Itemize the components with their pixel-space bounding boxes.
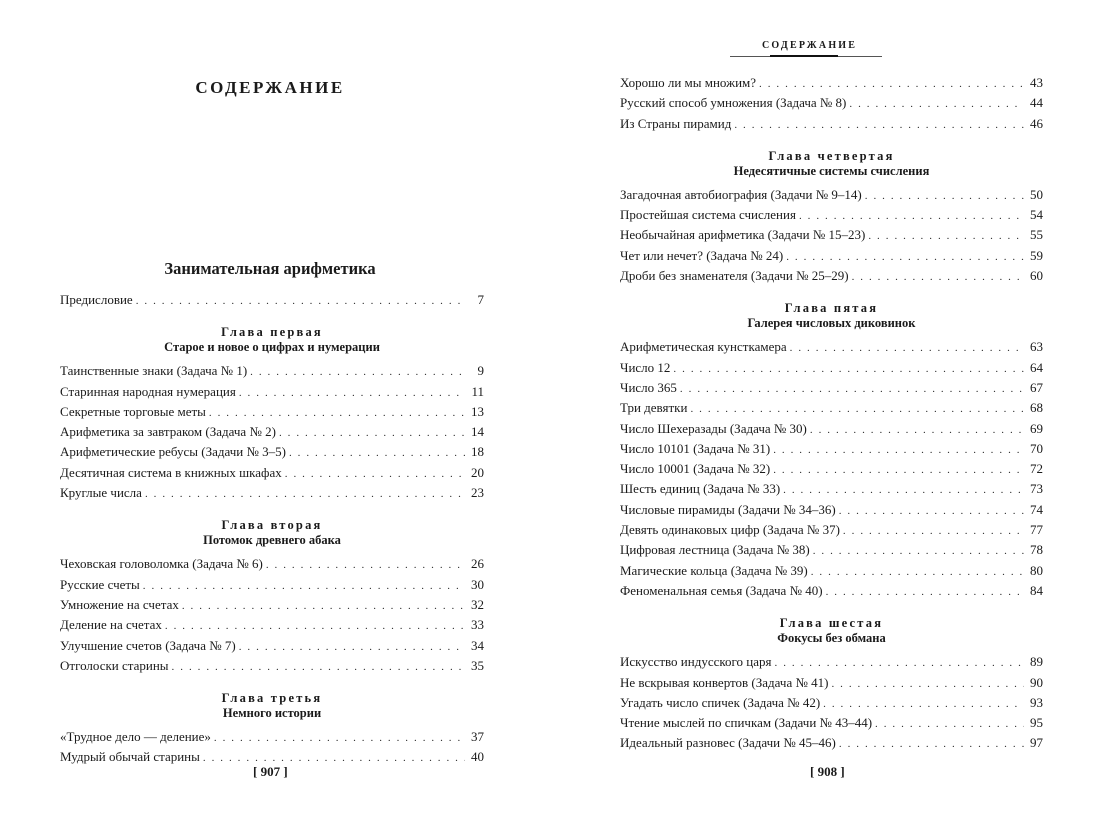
entry-title: Арифметическая кунсткамера xyxy=(620,339,787,355)
toc-entry xyxy=(620,360,1043,380)
toc-entry xyxy=(60,444,484,464)
entry-title: Дроби без знаменателя (Задачи № 25–29) xyxy=(620,268,849,284)
entry-page-number: 50 xyxy=(1030,186,1043,202)
entry-title: Арифметические ребусы (Задачи № 3–5) xyxy=(60,444,286,460)
entry-title: Улучшение счетов (Задача № 7) xyxy=(60,637,236,653)
toc-entry xyxy=(620,542,1043,562)
dot-leader xyxy=(145,488,465,500)
entry-page-number: 37 xyxy=(471,729,484,745)
toc-entry xyxy=(60,597,484,617)
dot-leader xyxy=(136,295,465,307)
header-rule xyxy=(730,56,882,57)
entry-title: Феноменальная семья (Задача № 40) xyxy=(620,582,823,598)
dot-leader xyxy=(783,484,1024,496)
entry-title: Число 10101 (Задача № 31) xyxy=(620,440,771,456)
toc-entry xyxy=(60,292,484,312)
dot-leader xyxy=(734,119,1024,131)
entry-title: Простейшая система счисления xyxy=(620,207,796,223)
entry-title: Искусство индусского царя xyxy=(620,654,772,670)
dot-leader xyxy=(826,586,1024,598)
entry-title: Чеховская головоломка (Задача № 6) xyxy=(60,556,263,572)
entry-page-number: 44 xyxy=(1030,95,1043,111)
entry-title: Старинная народная нумерация xyxy=(60,383,236,399)
dot-leader xyxy=(182,600,465,612)
entry-page-number: 60 xyxy=(1030,268,1043,284)
dot-leader xyxy=(810,424,1024,436)
toc-entry xyxy=(620,227,1043,247)
entry-page-number: 55 xyxy=(1030,227,1043,243)
toc-entry xyxy=(60,729,484,749)
entry-page-number: 80 xyxy=(1030,562,1043,578)
dot-leader xyxy=(823,698,1024,710)
chapter-heading xyxy=(620,603,1043,654)
dot-leader xyxy=(673,363,1024,375)
entry-title: «Трудное дело — деление» xyxy=(60,729,211,745)
toc-list-right xyxy=(620,75,1043,756)
toc-entry xyxy=(620,481,1043,501)
chapter-heading xyxy=(60,505,484,556)
entry-title: Девять одинаковых цифр (Задача № 37) xyxy=(620,522,840,538)
dot-leader xyxy=(852,271,1024,283)
entry-title: Умножение на счетах xyxy=(60,596,179,612)
dot-leader xyxy=(843,525,1024,537)
toc-entry xyxy=(620,248,1043,268)
dot-leader xyxy=(172,661,465,673)
entry-title: Магические кольца (Задача № 39) xyxy=(620,562,808,578)
entry-page-number: 13 xyxy=(471,403,484,419)
dot-leader xyxy=(266,559,465,571)
chapter-name: Немного истории xyxy=(222,706,322,721)
chapter-heading xyxy=(620,136,1043,187)
entry-title: Три девятки xyxy=(620,400,688,416)
entry-title: Цифровая лестница (Задача № 38) xyxy=(620,542,810,558)
entry-title: Идеальный разновес (Задачи № 45–46) xyxy=(620,735,836,751)
chapter-number: Глава вторая xyxy=(221,518,323,533)
dot-leader xyxy=(773,464,1024,476)
entry-page-number: 7 xyxy=(477,292,484,307)
dot-leader xyxy=(289,447,465,459)
entry-title: Число 365 xyxy=(620,379,677,395)
toc-entry xyxy=(60,485,484,505)
chapter-heading xyxy=(60,312,484,363)
dot-leader xyxy=(875,718,1024,730)
toc-entry xyxy=(60,617,484,637)
right-page xyxy=(550,0,1100,825)
toc-entry xyxy=(60,384,484,404)
entry-page-number: 77 xyxy=(1030,522,1043,538)
dot-leader xyxy=(775,657,1025,669)
toc-entry xyxy=(60,638,484,658)
entry-page-number: 68 xyxy=(1030,400,1043,416)
entry-page-number: 40 xyxy=(471,749,484,765)
dot-leader xyxy=(279,427,465,439)
chapter-number: Глава первая xyxy=(221,325,323,340)
toc-entry xyxy=(60,404,484,424)
entry-page-number: 84 xyxy=(1030,582,1043,598)
toc-entry xyxy=(620,695,1043,715)
dot-leader xyxy=(143,580,465,592)
entry-title: Деление на счетах xyxy=(60,617,162,633)
toc-entry xyxy=(60,465,484,485)
entry-page-number: 32 xyxy=(471,596,484,612)
entry-page-number: 95 xyxy=(1030,715,1043,731)
entry-page-number: 11 xyxy=(471,383,484,399)
entry-page-number: 93 xyxy=(1030,694,1043,710)
toc-entry xyxy=(620,461,1043,481)
toc-entry xyxy=(620,207,1043,227)
dot-leader xyxy=(839,505,1024,517)
entry-page-number: 69 xyxy=(1030,420,1043,436)
book-title: Занимательная арифметика xyxy=(164,259,376,278)
entry-page-number: 18 xyxy=(471,444,484,460)
entry-title: Круглые числа xyxy=(60,485,142,501)
entry-page-number: 89 xyxy=(1030,654,1043,670)
toc-entry xyxy=(620,400,1043,420)
chapter-number: Глава третья xyxy=(221,691,323,706)
entry-page-number: 54 xyxy=(1030,207,1043,223)
entry-title: Предисловие xyxy=(60,292,133,307)
entry-page-number: 90 xyxy=(1030,674,1043,690)
chapter-name: Недесятичные системы счисления xyxy=(733,163,930,178)
chapter-name: Потомок древнего абака xyxy=(203,533,341,548)
page-title: СОДЕРЖАНИЕ xyxy=(195,78,345,97)
page-number: [ 908 ] xyxy=(810,764,845,779)
entry-title: Хорошо ли мы множим? xyxy=(620,75,757,90)
chapter-number: Глава шестая xyxy=(779,616,884,631)
toc-entry xyxy=(620,675,1043,695)
entry-page-number: 72 xyxy=(1030,461,1043,477)
dot-leader xyxy=(680,383,1024,395)
dot-leader xyxy=(831,678,1024,690)
dot-leader xyxy=(250,366,465,378)
toc-entry xyxy=(620,95,1043,115)
toc-entry xyxy=(620,583,1043,603)
dot-leader xyxy=(239,641,465,653)
entry-page-number: 23 xyxy=(471,485,484,501)
toc-entry xyxy=(620,187,1043,207)
toc-entry xyxy=(620,421,1043,441)
toc-entry xyxy=(620,563,1043,583)
toc-entry xyxy=(620,654,1043,674)
entry-title: Загадочная автобиография (Задачи № 9–14) xyxy=(620,186,862,202)
toc-entry xyxy=(620,735,1043,755)
dot-leader xyxy=(239,387,465,399)
toc-entry xyxy=(620,522,1043,542)
entry-page-number: 63 xyxy=(1030,339,1043,355)
entry-page-number: 43 xyxy=(1030,75,1043,90)
entry-title: Число 10001 (Задача № 32) xyxy=(620,461,771,477)
toc-entry xyxy=(620,75,1043,95)
dot-leader xyxy=(799,210,1024,222)
entry-page-number: 64 xyxy=(1030,359,1043,375)
entry-page-number: 14 xyxy=(471,424,484,440)
entry-page-number: 35 xyxy=(471,657,484,673)
page-number: [ 907 ] xyxy=(253,764,288,779)
chapter-number: Глава пятая xyxy=(784,301,879,316)
entry-page-number: 59 xyxy=(1030,247,1043,263)
entry-page-number: 97 xyxy=(1030,735,1043,751)
entry-page-number: 34 xyxy=(471,637,484,653)
toc-entry xyxy=(60,363,484,383)
chapter-name: Старое и новое о цифрах и нумерации xyxy=(164,340,380,355)
entry-title: Арифметика за завтраком (Задача № 2) xyxy=(60,424,276,440)
entry-page-number: 33 xyxy=(471,617,484,633)
toc-list-left xyxy=(60,292,484,770)
entry-page-number: 78 xyxy=(1030,542,1043,558)
chapter-heading xyxy=(60,678,484,729)
entry-title: Угадать число спичек (Задача № 42) xyxy=(620,694,821,710)
dot-leader xyxy=(849,98,1024,110)
toc-entry xyxy=(60,556,484,576)
entry-title: Десятичная система в книжных шкафах xyxy=(60,464,282,480)
entry-title: Чтение мыслей по спичкам (Задачи № 43–44) xyxy=(620,715,873,731)
entry-page-number: 30 xyxy=(471,576,484,592)
toc-entry xyxy=(620,268,1043,288)
entry-title: Числовые пирамиды (Задачи № 34–36) xyxy=(620,501,836,517)
entry-title: Необычайная арифметика (Задачи № 15–23) xyxy=(620,227,866,243)
dot-leader xyxy=(790,342,1024,354)
dot-leader xyxy=(811,566,1024,578)
entry-page-number: 73 xyxy=(1030,481,1043,497)
toc-entry xyxy=(620,715,1043,735)
entry-page-number: 74 xyxy=(1030,501,1043,517)
entry-title: Шесть единиц (Задача № 33) xyxy=(620,481,781,497)
header-rule-accent xyxy=(770,55,838,57)
dot-leader xyxy=(773,444,1024,456)
toc-entry xyxy=(60,577,484,597)
dot-leader xyxy=(813,545,1024,557)
entry-page-number: 9 xyxy=(477,363,484,379)
entry-page-number: 26 xyxy=(471,556,484,572)
dot-leader xyxy=(209,407,465,419)
entry-title: Не вскрывая конвертов (Задача № 41) xyxy=(620,674,829,690)
entry-title: Русский способ умножения (Задача № 8) xyxy=(620,95,847,111)
dot-leader xyxy=(203,752,465,764)
toc-entry xyxy=(60,424,484,444)
dot-leader xyxy=(786,251,1024,263)
entry-page-number: 67 xyxy=(1030,379,1043,395)
chapter-number: Глава четвертая xyxy=(768,148,895,163)
entry-title: Мудрый обычай старины xyxy=(60,749,200,765)
toc-entry xyxy=(620,502,1043,522)
dot-leader xyxy=(165,620,465,632)
entry-page-number: 70 xyxy=(1030,440,1043,456)
chapter-name: Галерея числовых диковинок xyxy=(747,316,916,331)
running-header: СОДЕРЖАНИЕ xyxy=(762,40,858,51)
entry-title: Из Страны пирамид xyxy=(620,115,732,131)
entry-title: Отголоски старины xyxy=(60,657,169,673)
entry-title: Таинственные знаки (Задача № 1) xyxy=(60,363,248,379)
dot-leader xyxy=(759,78,1024,90)
toc-entry xyxy=(620,441,1043,461)
dot-leader xyxy=(690,403,1024,415)
entry-title: Число 12 xyxy=(620,359,671,375)
dot-leader xyxy=(868,230,1024,242)
entry-title: Чет или нечет? (Задача № 24) xyxy=(620,247,784,263)
toc-entry xyxy=(620,339,1043,359)
dot-leader xyxy=(214,732,465,744)
entry-page-number: 20 xyxy=(471,464,484,480)
entry-page-number: 46 xyxy=(1030,115,1043,131)
dot-leader xyxy=(285,468,465,480)
dot-leader xyxy=(839,738,1024,750)
toc-entry xyxy=(60,658,484,678)
entry-title: Число Шехеразады (Задача № 30) xyxy=(620,420,807,436)
entry-title: Секретные торговые меты xyxy=(60,403,206,419)
chapter-heading xyxy=(620,288,1043,339)
toc-entry xyxy=(620,116,1043,136)
toc-entry xyxy=(620,380,1043,400)
chapter-name: Фокусы без обмана xyxy=(777,631,886,646)
dot-leader xyxy=(865,190,1024,202)
entry-title: Русские счеты xyxy=(60,576,140,592)
